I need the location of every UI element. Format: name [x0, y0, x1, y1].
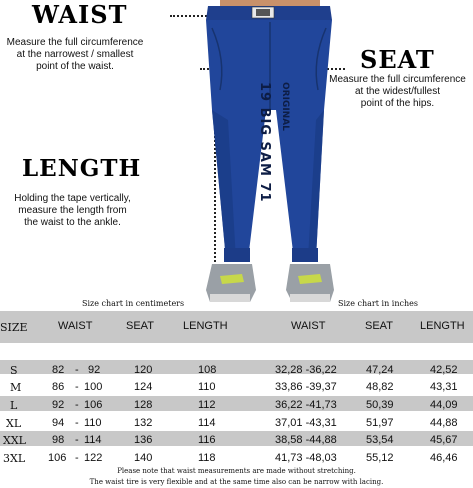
row-cm-waist-sep: - [75, 417, 79, 429]
row-cm-waist-max: 100 [84, 381, 103, 393]
row-cm-waist-max: 106 [84, 399, 103, 411]
waist-desc-line-1: Measure the full circumference [6, 37, 144, 48]
row-in-waist: 41,73 -48,03 [275, 452, 337, 464]
waist-heading: WAIST [32, 0, 128, 29]
row-size: XL [6, 417, 22, 430]
seat-desc-line-1: Measure the full circumference [329, 74, 466, 85]
length-desc-line-3: the waist to the ankle. [24, 217, 121, 228]
row-cm-length: 110 [198, 381, 216, 393]
row-size: M [10, 381, 22, 394]
row-cm-seat: 136 [134, 434, 153, 446]
row-cm-seat: 128 [134, 399, 153, 411]
length-desc-line-1: Holding the tape vertically, [14, 193, 131, 204]
row-cm-waist-max: 92 [88, 364, 101, 376]
length-description [0, 193, 145, 229]
caption-inches: Size chart in inches [338, 299, 418, 308]
row-in-waist: 33,86 -39,37 [275, 381, 337, 393]
row-cm-waist-min: 92 [52, 399, 65, 411]
pants-print-text [257, 82, 272, 202]
row-cm-waist-min: 98 [52, 434, 65, 446]
row-in-length: 45,67 [430, 434, 458, 446]
row-cm-waist-sep: - [75, 364, 79, 376]
row-cm-waist-min: 82 [52, 364, 65, 376]
header-cm-seat: SEAT [126, 320, 154, 332]
row-in-waist: 32,28 -36,22 [275, 364, 337, 376]
header-in-waist: WAIST [291, 320, 326, 332]
seat-desc-line-2: at the widest/fullest [354, 86, 441, 97]
note-waist-lacing: The waist tire is very flexible and at the same time also can be narrow with lacing. [89, 478, 384, 486]
row-cm-waist-sep: - [75, 399, 79, 411]
pants-print-main: 19 BIG SAM 71 [257, 82, 272, 203]
row-size: L [10, 399, 18, 412]
length-desc-line-2: measure the length from [18, 205, 127, 216]
table-row-band [0, 360, 473, 374]
header-in-length: LENGTH [420, 320, 465, 332]
row-in-length: 43,31 [430, 381, 458, 393]
row-cm-waist-max: 122 [84, 452, 103, 464]
seat-heading: SEAT [360, 45, 435, 74]
row-cm-seat: 132 [134, 417, 153, 429]
row-in-seat: 51,97 [366, 417, 394, 429]
header-size: SIZE [0, 321, 28, 334]
row-cm-waist-max: 110 [84, 417, 102, 429]
seat-desc-line-3: point of the hips. [360, 98, 435, 109]
row-in-seat: 55,12 [366, 452, 394, 464]
waist-desc-line-3: point of the waist. [36, 61, 114, 72]
table-row-band [0, 431, 473, 446]
row-cm-seat: 124 [134, 381, 153, 393]
header-cm-waist: WAIST [58, 320, 93, 332]
length-heading: LENGTH [22, 155, 142, 182]
waist-description [0, 37, 150, 73]
row-in-waist: 37,01 -43,31 [275, 417, 337, 429]
row-cm-waist-sep: - [75, 434, 79, 446]
row-size: 3XL [3, 452, 26, 465]
row-in-seat: 48,82 [366, 381, 394, 393]
row-cm-waist-sep: - [75, 452, 79, 464]
row-in-length: 42,52 [430, 364, 458, 376]
row-in-length: 44,88 [430, 417, 458, 429]
row-cm-length: 114 [198, 417, 216, 429]
row-cm-waist-min: 94 [52, 417, 65, 429]
row-in-waist: 36,22 -41,73 [275, 399, 337, 411]
note-waist-measurement: Please note that waist measurements are made without stretching. [117, 467, 356, 475]
row-in-seat: 50,39 [366, 399, 394, 411]
caption-centimeters: Size chart in centimeters [82, 299, 185, 308]
table-row-band [0, 396, 473, 411]
row-cm-waist-min: 86 [52, 381, 65, 393]
header-cm-length: LENGTH [183, 320, 228, 332]
row-cm-length: 112 [198, 399, 216, 411]
row-cm-waist-min: 106 [48, 452, 67, 464]
row-cm-length: 116 [198, 434, 216, 446]
row-cm-seat: 140 [134, 452, 153, 464]
row-in-length: 46,46 [430, 452, 458, 464]
pants-print-sub: ORIGINAL [280, 82, 290, 131]
row-in-waist: 38,58 -44,88 [275, 434, 337, 446]
row-cm-length: 108 [198, 364, 217, 376]
header-in-seat: SEAT [365, 320, 393, 332]
row-cm-seat: 120 [134, 364, 153, 376]
row-size: XXL [3, 434, 26, 447]
waist-desc-line-2: at the narrowest / smallest [16, 49, 134, 60]
sweatpants-image [190, 0, 350, 308]
row-size: S [10, 364, 18, 377]
row-in-length: 44,09 [430, 399, 458, 411]
row-cm-waist-sep: - [75, 381, 79, 393]
row-in-seat: 53,54 [366, 434, 394, 446]
row-in-seat: 47,24 [366, 364, 394, 376]
row-cm-length: 118 [198, 452, 216, 464]
row-cm-waist-max: 114 [84, 434, 102, 446]
